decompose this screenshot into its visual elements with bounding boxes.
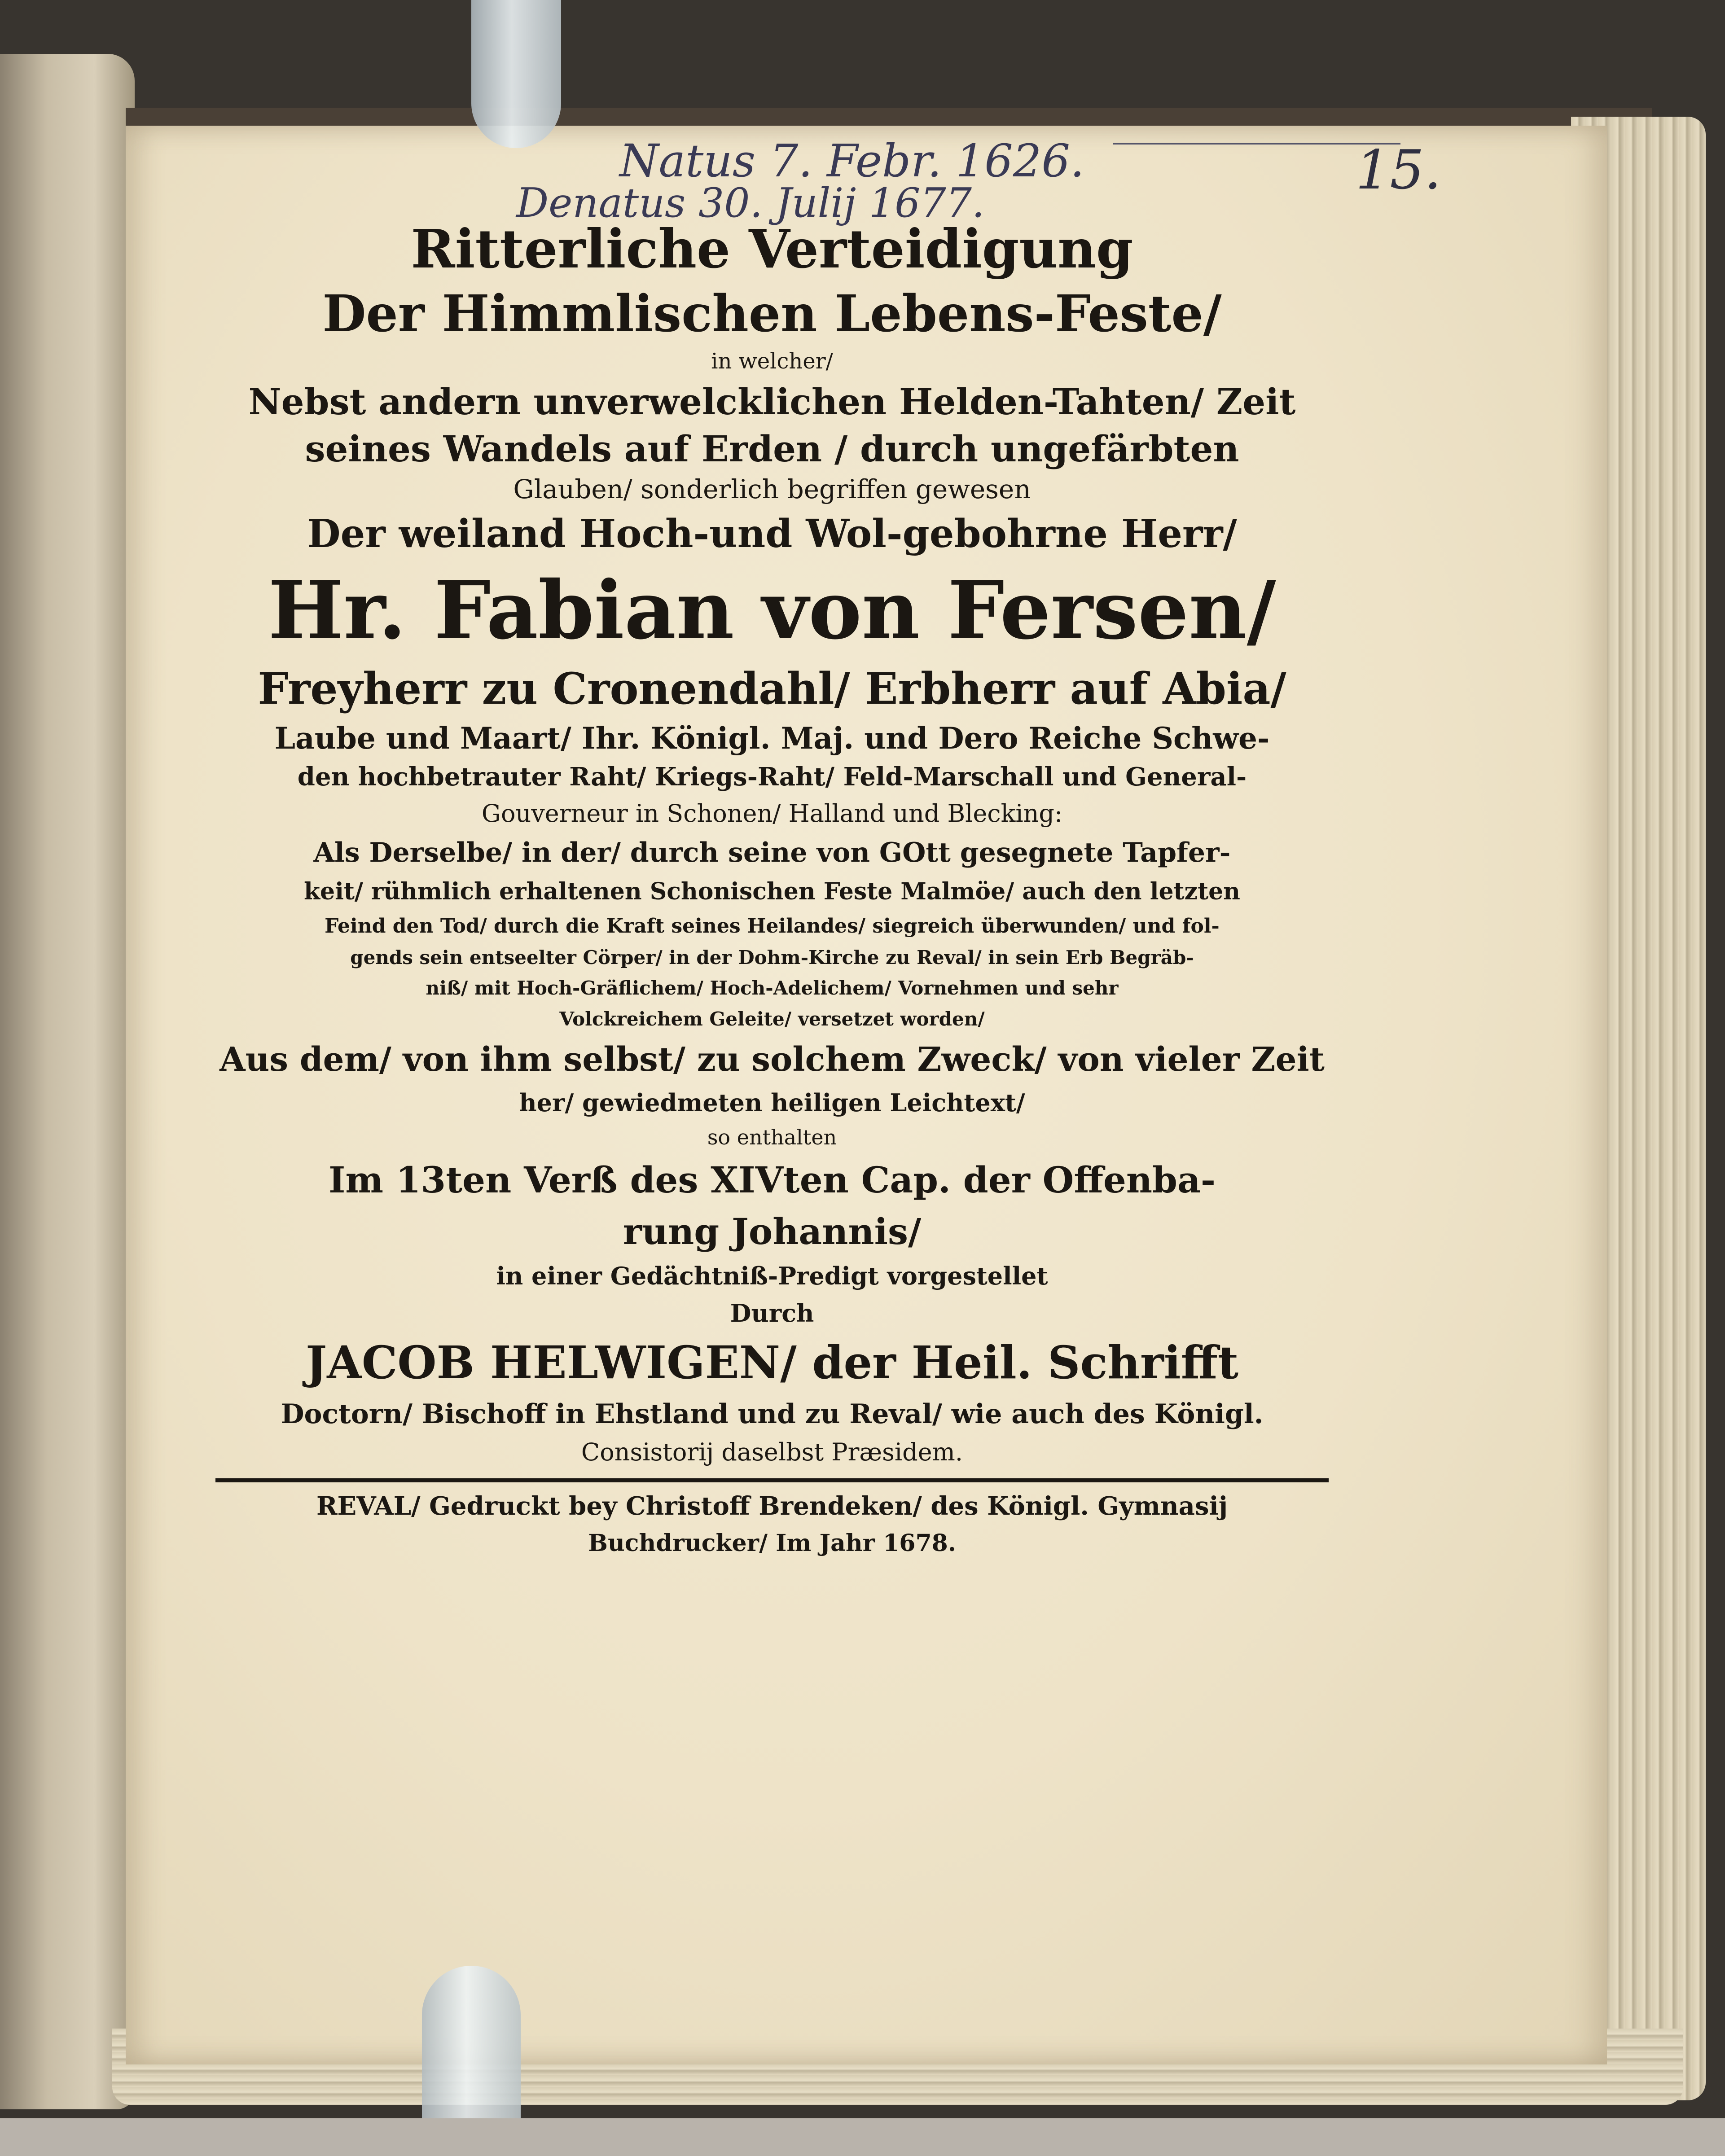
handwritten-death-note: Denatus 30. Julij 1677.	[516, 180, 985, 227]
title-line: Nebst andern unverwelcklichen Helden-Tahten/ Zeit	[248, 381, 1296, 423]
title-line: niß/ mit Hoch-Gräflichem/ Hoch-Adelichem/ Vornehmen und sehr	[426, 977, 1119, 999]
book-clip-top	[471, 0, 561, 148]
title-line: seines Wandels auf Erden / durch ungefärbten	[305, 428, 1239, 470]
title-line: in einer Gedächtniß-Predigt vorgestellet	[496, 1262, 1048, 1290]
book-cover-left	[0, 54, 135, 2109]
title-line: keit/ rühmlich erhaltenen Schonischen Feste Malmöe/ auch den letzten	[304, 878, 1240, 905]
title-line: Im 13ten Verß des XIVten Cap. der Offenba-	[328, 1159, 1216, 1201]
title-line: Laube und Maart/ Ihr. Königl. Maj. und Dero Reiche Schwe-	[274, 721, 1270, 756]
imprint-line: REVAL/ Gedruckt bey Christoff Brendeken/ des Königl. Gymnasij	[316, 1491, 1228, 1521]
title-text-block	[206, 215, 1338, 1561]
title-line: Feind den Tod/ durch die Kraft seines Heilandes/ siegreich überwunden/ und fol-	[325, 915, 1220, 938]
imprint-line: Buchdrucker/ Im Jahr 1678.	[588, 1529, 956, 1557]
author-line: JACOB HELWIGEN/ der Heil. Schrifft	[305, 1336, 1239, 1389]
handwritten-birth-note: Natus 7. Febr. 1626.	[619, 135, 1084, 187]
imprint-rule	[215, 1478, 1329, 1482]
folio-number: 15.	[1356, 139, 1441, 202]
title-line: Doctorn/ Bischoff in Ehstland und zu Reval/ wie auch des Königl.	[281, 1398, 1264, 1430]
title-line: rung Johannis/	[623, 1210, 922, 1253]
title-line: Freyherr zu Cronendahl/ Erbherr auf Abia/	[258, 663, 1286, 714]
title-line: so enthalten	[707, 1125, 837, 1149]
title-line: Glauben/ sonderlich begriffen gewesen	[513, 474, 1031, 504]
title-line: Ritterliche Verteidigung	[411, 218, 1133, 280]
title-line: Gouverneur in Schonen/ Halland und Blecking:	[481, 799, 1063, 828]
background-strip	[0, 2118, 1725, 2156]
title-line: gends sein entseelter Cörper/ in der Dohm-Kirche zu Reval/ in sein Erb Begräb-	[350, 947, 1194, 968]
title-line: Durch	[730, 1299, 814, 1328]
title-line: Der weiland Hoch-und Wol-gebohrne Herr/	[307, 511, 1237, 557]
title-line: Volckreichem Geleite/ versetzet worden/	[559, 1008, 985, 1030]
title-line: Consistorij daselbst Præsidem.	[581, 1438, 963, 1466]
book-clip-bottom	[422, 1966, 521, 2127]
title-line: in welcher/	[711, 349, 833, 374]
title-line: den hochbetrauter Raht/ Kriegs-Raht/ Feld-Marschall und General-	[297, 762, 1247, 792]
title-line: Als Derselbe/ in der/ durch seine von GOtt gesegnete Tapfer-	[313, 837, 1231, 868]
title-name-line: Hr. Fabian von Fersen/	[268, 563, 1276, 657]
title-line: Aus dem/ von ihm selbst/ zu solchem Zweck/ von vieler Zeit	[219, 1040, 1325, 1079]
title-line: her/ gewiedmeten heiligen Leichtext/	[519, 1088, 1025, 1117]
title-line: Der Himmlischen Lebens-Feste/	[322, 285, 1222, 343]
